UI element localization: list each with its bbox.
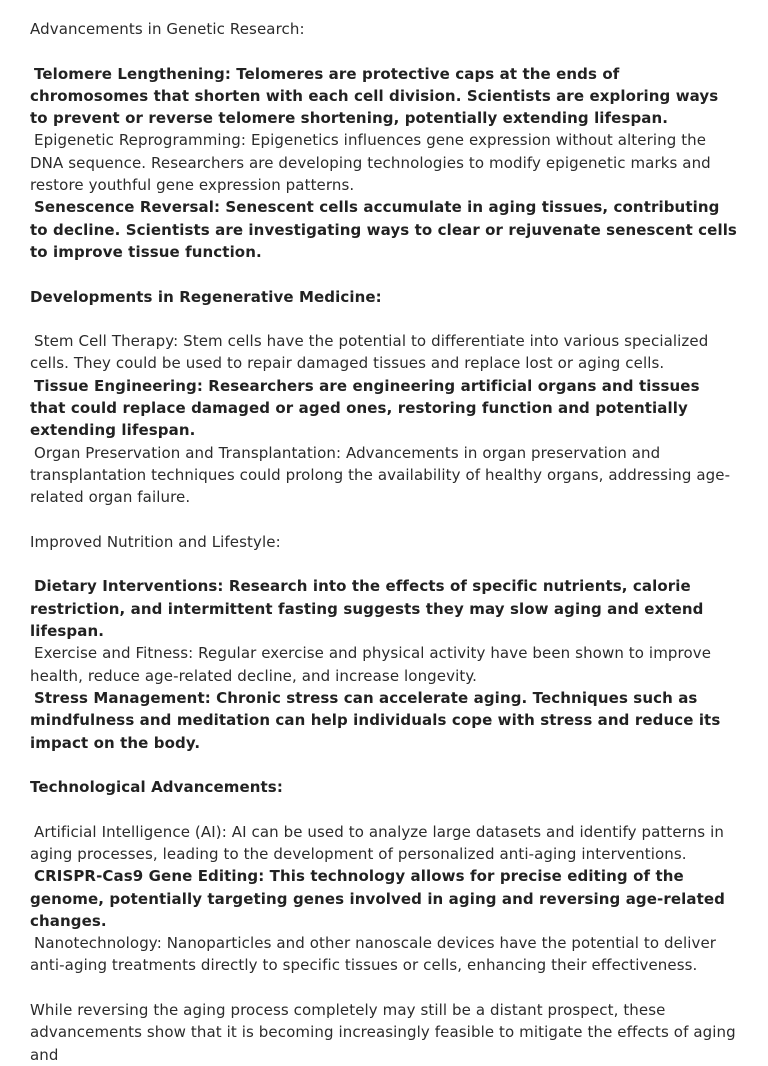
list-paragraph: Artificial Intelligence (AI): AI can be used to analyze large datasets and identify patterns in aging processes, leading to the development of personalized anti-aging interventions. <box>30 822 724 863</box>
list-paragraph: Dietary Interventions: Research into the effects of specific nutrients, calorie restriction, and intermittent fasting suggests they may slow aging and extend lifespan. <box>30 577 704 641</box>
paragraph-gap <box>30 754 740 776</box>
list-paragraph: Epigenetic Reprogramming: Epigenetics influences gene expression without altering the DNA sequence. Researchers are developing technologies to modify epigenetic marks and restore youthful gene expression patterns. <box>30 131 711 195</box>
section-paragraph: While reversing the aging process completely may still be a distant prospect, these advancements show that it is becoming increasingly feasible to mitigate the effects of aging and <box>30 1001 736 1064</box>
section-paragraph: Developments in Regenerative Medicine: <box>30 287 382 306</box>
list-paragraph: Stress Management: Chronic stress can accelerate aging. Techniques such as mindfulness and meditation can help individuals cope with stress and reduce its impact on the body. <box>30 688 721 752</box>
list-paragraph: Organ Preservation and Transplantation: Advancements in organ preservation and transplantation techniques could prolong the availability of healthy organs, addressing age-related organ failure. <box>30 443 731 507</box>
section-paragraph: Improved Nutrition and Lifestyle: <box>30 532 281 551</box>
paragraph-gap <box>30 553 740 575</box>
paragraph-gap <box>30 798 740 820</box>
list-paragraph: Telomere Lengthening: Telomeres are protective caps at the ends of chromosomes that shorten with each cell division. Scientists are exploring ways to prevent or reverse telomere shortening, potentially extending lifespan. <box>30 64 719 128</box>
list-paragraph: Tissue Engineering: Researchers are engineering artificial organs and tissues that could replace damaged or aged ones, restoring function and potentially extending lifespan. <box>30 376 700 440</box>
paragraph-gap <box>30 308 740 330</box>
section-paragraph: Technological Advancements: <box>30 778 283 797</box>
list-paragraph: Senescence Reversal: Senescent cells accumulate in aging tissues, contributing to decline. Scientists are investigating ways to clear or rejuvenate senescent cells to improve tissue function. <box>30 198 737 261</box>
section-paragraph: Advancements in Genetic Research: <box>30 20 305 38</box>
paragraph-gap <box>30 509 740 531</box>
list-paragraph: Exercise and Fitness: Regular exercise and physical activity have been shown to improve health, reduce age-related decline, and increase longevity. <box>30 644 712 685</box>
paragraph-gap <box>30 263 740 285</box>
document-body <box>30 18 740 1066</box>
list-paragraph: CRISPR-Cas9 Gene Editing: This technology allows for precise editing of the genome, potentially targeting genes involved in aging and reversing age-related changes. <box>30 867 725 930</box>
paragraph-gap <box>30 40 740 62</box>
list-paragraph: Nanotechnology: Nanoparticles and other nanoscale devices have the potential to deliver anti-aging treatments directly to specific tissues or cells, enhancing their effectiveness. <box>30 934 717 975</box>
list-paragraph: Stem Cell Therapy: Stem cells have the potential to differentiate into various specialized cells. They could be used to repair damaged tissues and replace lost or aging cells. <box>30 332 709 373</box>
paragraph-gap <box>30 977 740 999</box>
